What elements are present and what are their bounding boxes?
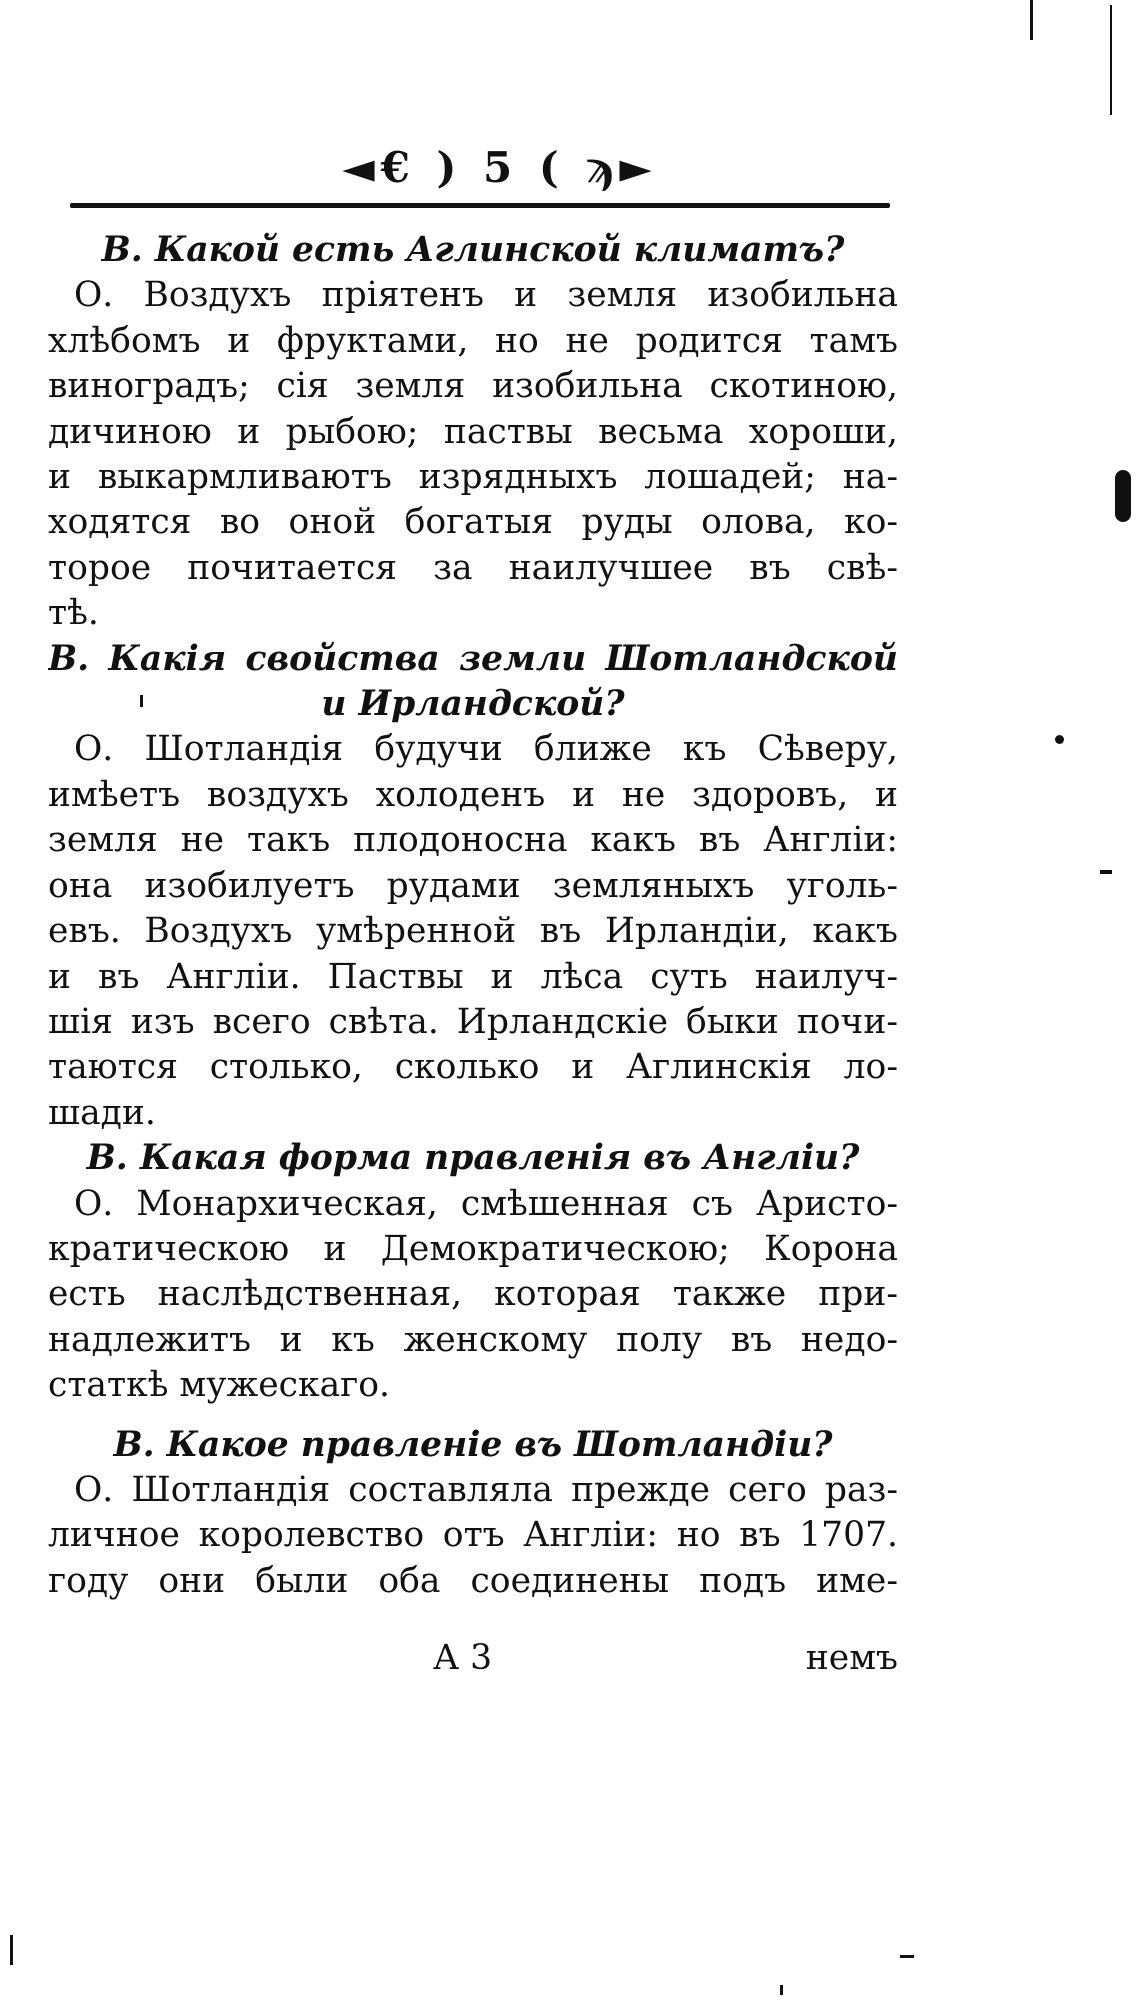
answer-line: есть наслѣдственная, которая также при- <box>48 1274 898 1315</box>
scan-mark <box>140 695 143 707</box>
answer-line: тѣ. <box>48 593 99 634</box>
answer-line: О. Шотландія составляла прежде сего раз- <box>74 1469 898 1510</box>
answer-line: кратическою и Демократическою; Корона <box>48 1228 898 1269</box>
scan-mark <box>10 1935 13 1965</box>
answer-line: О. Воздухъ пріятенъ и земля изобильна <box>74 275 898 316</box>
answer-line: О. Шотландія будучи ближе къ Сѣверу, <box>74 729 898 770</box>
answer-line: торое почитается за наилучшее въ свѣ- <box>48 547 898 588</box>
answer-line: имѣетъ воздухъ холоденъ и не здоровъ, и <box>48 774 898 815</box>
answer-line: надлежитъ и къ женскому полу въ недо- <box>48 1319 898 1360</box>
answer-line: и выкармливаютъ изрядныхъ лошадей; на- <box>48 457 898 498</box>
scan-mark <box>780 1985 783 1995</box>
answer-line: шади. <box>48 1092 156 1133</box>
scan-mark <box>1100 870 1112 874</box>
question-1: В. Какой есть Аглинской климатъ? <box>101 230 845 270</box>
answer-line: она изобилуетъ рудами земляныхъ уголь- <box>48 865 898 906</box>
catchword: немъ <box>805 1638 898 1678</box>
page-header: ◄€ ) 5 ( ϡ► <box>342 143 658 192</box>
answer-line: евъ. Воздухъ умѣренной въ Ирландіи, какъ <box>48 911 898 952</box>
question-2-line-2: и Ирландской? <box>321 684 625 725</box>
answer-line: шія изъ всего свѣта. Ирландскіе быки почи- <box>48 1001 898 1042</box>
answer-line: личное королевство отъ Англіи: но въ 1707. <box>48 1515 898 1556</box>
answer-line: году они были оба соединены подъ име- <box>48 1560 898 1601</box>
scan-mark <box>1030 0 1033 40</box>
scan-mark <box>1115 470 1131 522</box>
answer-line: виноградъ; сія земля изобильна скотиною, <box>48 366 898 407</box>
answer-line: земля не такъ плодоносна какъ въ Англіи: <box>48 820 898 861</box>
signature-mark: А 3 <box>433 1638 493 1678</box>
scan-mark <box>900 1955 914 1958</box>
scan-mark <box>1110 5 1112 115</box>
answer-line: и въ Англіи. Паствы и лѣса суть наилуч- <box>48 956 898 997</box>
answer-line: О. Монархическая, смѣшенная съ Аристо- <box>74 1183 898 1224</box>
question-3: В. Какая форма правленія въ Англіи? <box>86 1138 860 1179</box>
body-text <box>48 228 898 1604</box>
scan-mark <box>1055 735 1064 744</box>
answer-line: статкѣ мужескаго. <box>48 1365 390 1406</box>
question-4: В. Какое правленіе въ Шотландіи? <box>113 1424 833 1465</box>
answer-line: дичиною и рыбою; паствы весьма хороши, <box>48 411 898 452</box>
answer-line: ходятся во оной богатыя руды олова, ко- <box>48 502 898 543</box>
answer-line: хлѣбомъ и фруктами, но не родится тамъ <box>48 320 898 361</box>
header-rule <box>70 203 890 208</box>
question-2-line-1: В. Какія свойства земли Шотландской <box>48 638 898 679</box>
answer-line: таются столько, сколько и Аглинскія ло- <box>48 1047 898 1088</box>
